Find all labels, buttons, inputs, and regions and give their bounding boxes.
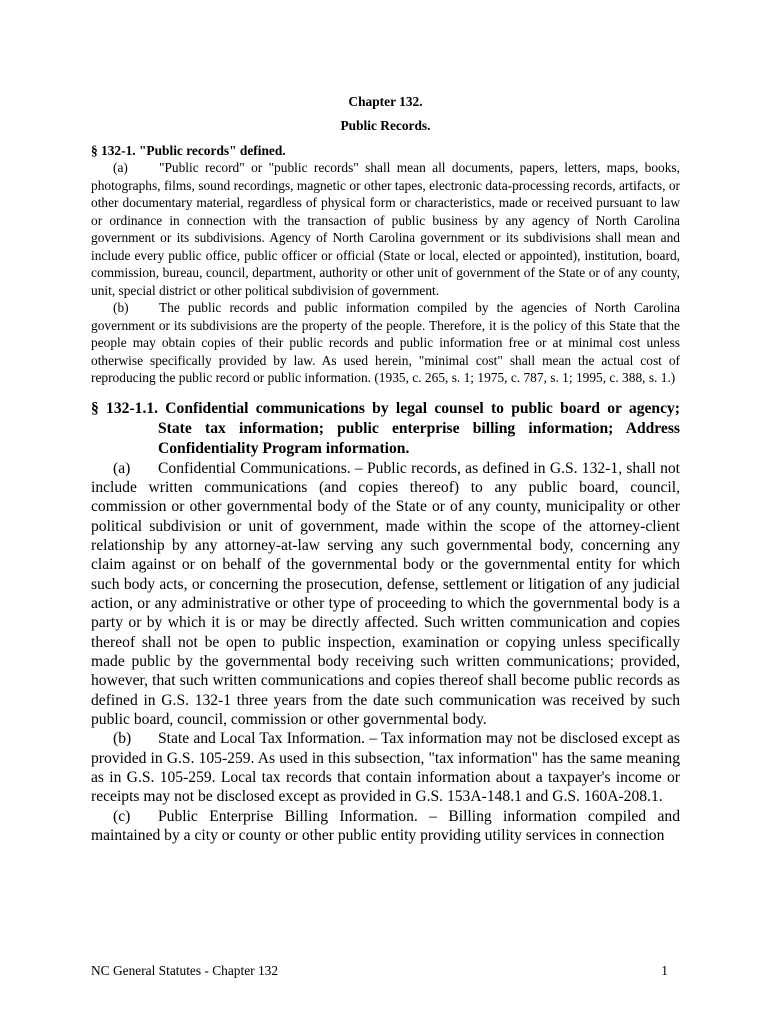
paragraph-text: "Public record" or "public records" shall mean all documents, papers, letters, maps, books, photographs, films, sound recordings, magnetic or other tapes, electronic data-processing records, artifacts, or other documentary material, regardless of physical form or characteristics, made or received pursuant to law or ordinance in connection with the transaction of public business by any agency of North Carolina government or its subdivisions. Agency of North Carolina government or its subdivisions shall mean and include every public office, public officer or official (State or local, elected or appointed), institution, board, commission, bureau, council, department, authority or other unit of government of the State or of any county, unit, special district or other political subdivision of government. (91, 160, 680, 298)
section-132-1-1-paragraph-a (91, 459, 680, 730)
paragraph-text: Public Enterprise Billing Information. – Billing information compiled and maintained by a city or county or other public entity providing utility services in connection (91, 807, 680, 845)
paragraph-label: (a) (113, 459, 131, 477)
section-heading-132-1-1: § 132-1.1. Confidential communications by legal counsel to public board or agency; State tax information; public enterprise billing information; Address Confidentiality Program information. (91, 399, 680, 457)
paragraph-label: (b) (113, 730, 132, 748)
paragraph-text: State and Local Tax Information. – Tax information may not be disclosed except as provided in G.S. 105-259. As used in this subsection, "tax information" has the same meaning as in G.S. 105-259. Local tax records that contain information about a taxpayer's income or receipts may not be disclosed except as provided in G.S. 153A-148.1 and G.S. 160A-208.1. (91, 730, 680, 806)
paragraph-text: Confidential Communications. – Public records, as defined in G.S. 132-1, shall not include written communications (and copies thereof) to any public board, council, commission or other governmental body of the State or of any county, municipality or other political subdivision or unit of government, made within the scope of the attorney-client relationship by any attorney-at-law serving any such governmental body, concerning any claim against or on behalf of the governmental body or the governmental entity for which such body acts, or concerning the prosecution, defense, settlement or litigation of any judicial action, or any administrative or other type of proceeding to which the governmental body is a party or by which it is or may be directly affected. Such written communication and copies thereof shall not be open to public inspection, examination or copying unless specifically made public by the governmental body receiving such written communications; provided, however, that such written communications and copies thereof shall become public records as defined in G.S. 132-1 three years from the date such communication was received by such public board, council, commission or other governmental body. (91, 459, 680, 728)
section-132-1-1-paragraph-b (91, 729, 680, 806)
chapter-title: Chapter 132. (348, 94, 423, 109)
section-132-1-1-paragraph-c (91, 807, 680, 846)
paragraph-text: The public records and public information compiled by the agencies of North Carolina government or its subdivisions are the property of the people. Therefore, it is the policy of this State that the people may obtain copies of their public records and public information free or at minimal cost unless otherwise specifically provided by law. As used herein, "minimal cost" shall mean the actual cost of reproducing the public record or public information. (1935, c. 265, s. 1; 1975, c. 787, s. 1; 1995, c. 388, s. 1.) (91, 300, 680, 385)
paragraph-label: (b) (113, 300, 129, 315)
paragraph-label: (a) (113, 160, 128, 175)
paragraph-label: (c) (113, 807, 131, 825)
section-132-1-paragraph-a (91, 159, 680, 299)
section-132-1-paragraph-b (91, 299, 680, 387)
chapter-subtitle: Public Records. (340, 118, 431, 133)
section-heading-132-1: § 132-1. "Public records" defined. (91, 143, 286, 158)
page-number: 1 (661, 963, 668, 978)
document-page (91, 93, 680, 845)
footer-title: NC General Statutes - Chapter 132 (91, 963, 279, 978)
